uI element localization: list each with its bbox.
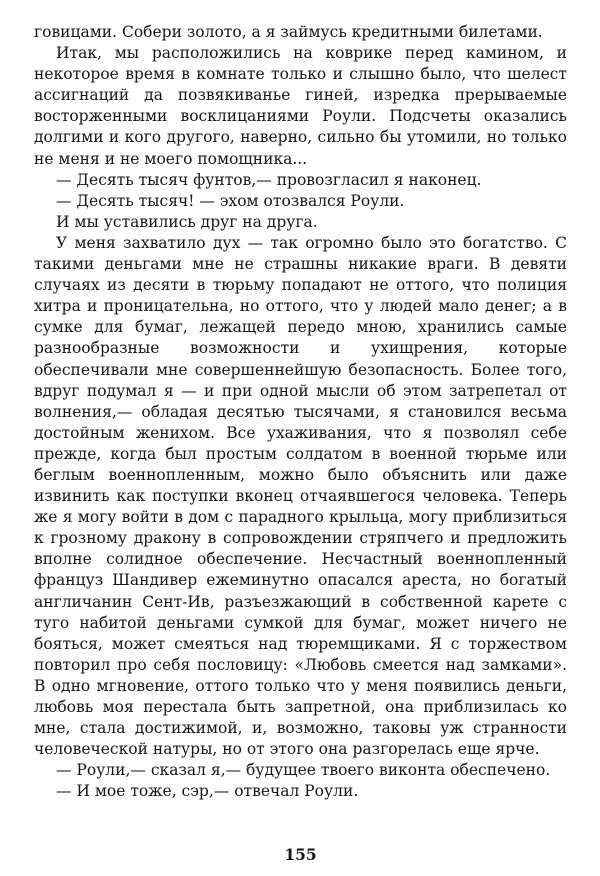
dialogue-line-ten-thousand-pounds: — Десять тысяч фунтов,— провозгласил я наконец. (56, 170, 482, 189)
paragraph-counting: Итак, мы расположились на коврике перед камином, и некоторое время в комнате только и слышно было, что шелест ассигнаций да позвякиванье гиней, изредка прерываемые восторженными восклицаниями Роули. Подсчеты оказались долгими и кого другого, наверно, сильно бы утомили, но только не меня и не моего помощника... (34, 44, 567, 168)
dialogue-line-rowley-echo: — Десять тысяч! — эхом отозвался Роули. (56, 191, 405, 210)
dialogue-line-viscount-future: — Роули,— сказал я,— будущее твоего виконта обеспечено. (56, 761, 551, 780)
paragraph-reflection: У меня захватило дух — так огромно было это богатство. С такими деньгами мне не страшны никакие враги. В девяти случаях из десяти в тюрьму попадают не оттого, что полиция хитра и проницательна, но оттого, что у людей мало денег; а в сумке для бумаг, лежащей передо мною, хранились самые разнообразные возможности и ухищрения, которые обеспечивали мне совершеннейшую безопасность. Более того, вдруг подумал я — и при одной мысли об этом затрепетал от волнения,— обладая десятью тысячами, я становился весьма достойным женихом. Все ухаживания, что я позволял себе прежде, когда был простым солдатом в военной тюрьме или беглым военнопленным, можно было объяснить или даже извинить как поступки вконец отчаявшегося человека. Теперь же я могу войти в дом с парадного крыльца, могу приблизиться к грозному дракону в сопровождении стряпчего и предложить вполне солидное обеспечение. Несчастный военнопленный француз Шандивер ежеминутно опасался ареста, но богатый англичанин Сент-Ив, разъезжающий в собственной карете с туго набитой деньгами сумкой для бумаг, может ничего не бояться, может смеяться над тюремщиками. Я с торжеством повторил про себя пословицу: «Любовь смеется над замками». В одно мгновение, оттого только что у меня появились деньги, любовь моя перестала быть запретной, она приблизилась ко мне, стала достижимой, и, возможно, таковы уж странности человеческой натуры, но от этого она разгорелась еще ярче. (34, 233, 567, 759)
book-page (34, 22, 567, 862)
paragraph-stared: И мы уставились друг на друга. (56, 212, 318, 231)
paragraph-continued: говицами. Собери золото, а я займусь кредитными билетами. (34, 23, 543, 41)
page-number: 155 (284, 845, 317, 864)
dialogue-line-rowley-reply: — И мое тоже, сэр,— отвечал Роули. (56, 782, 359, 801)
